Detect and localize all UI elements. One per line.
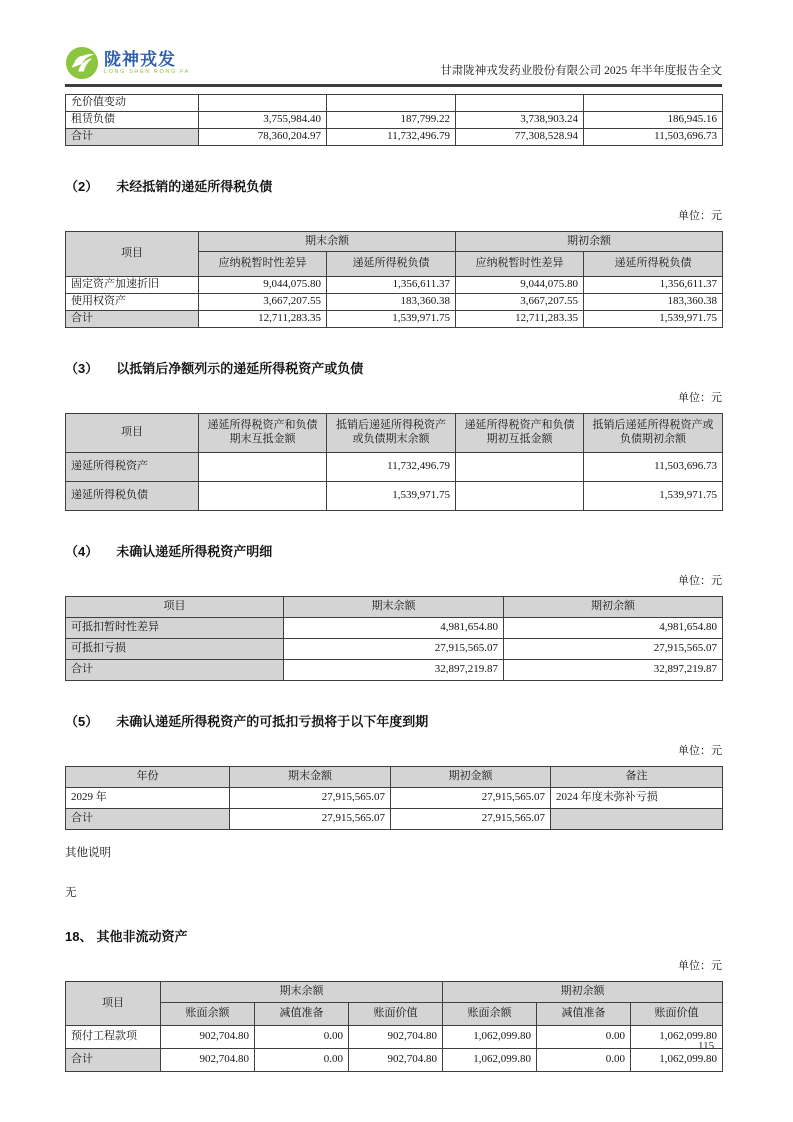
column-header: 项目 — [66, 232, 199, 277]
table-row — [66, 639, 723, 660]
header-row — [66, 414, 723, 453]
cell — [551, 809, 723, 830]
section-heading-18 — [65, 926, 722, 945]
column-header: 项目 — [66, 414, 199, 453]
deferred-tax-liabilities-table — [65, 231, 723, 328]
section-title: 未确认递延所得税资产的可抵扣亏损将于以下年度到期 — [116, 714, 429, 729]
column-header: 账面余额 — [443, 1003, 537, 1026]
cell: 1,539,971.75 — [327, 482, 456, 511]
brand-name-en: LONG SHEN RONG FA — [104, 68, 190, 75]
unit-label: 单位：元 — [678, 210, 722, 222]
section-number: （3） — [65, 361, 99, 376]
other-notes-content: 无 — [65, 887, 77, 899]
table-row — [66, 788, 723, 809]
company-logo — [65, 46, 190, 80]
cell: 902,704.80 — [161, 1049, 255, 1072]
row-label: 合计 — [66, 129, 199, 146]
row-label: 合计 — [66, 660, 284, 681]
table-row — [66, 294, 723, 311]
cell: 183,360.38 — [584, 294, 723, 311]
cell: 9,044,075.80 — [456, 277, 584, 294]
cell: 11,503,696.73 — [584, 129, 723, 146]
column-header: 应纳税暂时性差异 — [456, 252, 584, 277]
cell: 78,360,204.97 — [199, 129, 327, 146]
cell: 3,667,207.55 — [199, 294, 327, 311]
column-header: 期末金额 — [230, 767, 391, 788]
unit-label: 单位：元 — [678, 960, 722, 972]
cell — [327, 95, 456, 112]
section-heading-4 — [65, 541, 722, 560]
cell: 27,915,565.07 — [504, 639, 723, 660]
section-title: 未经抵销的递延所得税负债 — [116, 179, 273, 194]
cell — [456, 482, 584, 511]
section-heading-2 — [65, 176, 722, 195]
column-header: 项目 — [66, 982, 161, 1026]
table-row-total — [66, 1049, 723, 1072]
cell: 9,044,075.80 — [199, 277, 327, 294]
cell: 27,915,565.07 — [230, 809, 391, 830]
unrecognized-dta-table — [65, 596, 723, 681]
unit-label: 单位：元 — [678, 745, 722, 757]
column-header: 应纳税暂时性差异 — [199, 252, 327, 277]
fair-value-continuation-table — [65, 94, 723, 146]
table-row — [66, 112, 723, 129]
row-label: 固定资产加速折旧 — [66, 277, 199, 294]
brand-text — [104, 51, 190, 76]
table-row — [66, 618, 723, 639]
row-label: 允价值变动 — [66, 95, 199, 112]
column-header: 期初余额 — [456, 232, 723, 252]
row-label: 可抵扣亏损 — [66, 639, 284, 660]
cell: 27,915,565.07 — [284, 639, 504, 660]
header-rule — [65, 84, 722, 87]
cell: 2024 年度未弥补亏损 — [551, 788, 723, 809]
table-row-total — [66, 129, 723, 146]
column-header: 递延所得税资产和负债期末互抵金额 — [199, 414, 327, 453]
column-header: 减值准备 — [255, 1003, 349, 1026]
cell: 1,356,611.37 — [584, 277, 723, 294]
cell: 0.00 — [537, 1049, 631, 1072]
row-label: 合计 — [66, 311, 199, 328]
column-header: 递延所得税负债 — [327, 252, 456, 277]
header-row — [66, 1003, 723, 1026]
section-heading-5 — [65, 711, 722, 730]
header-row — [66, 982, 723, 1003]
column-header: 期初金额 — [391, 767, 551, 788]
column-header: 账面价值 — [631, 1003, 723, 1026]
header-row — [66, 232, 723, 252]
brand-name-cn: 陇神戎发 — [104, 49, 176, 69]
section-title: 以抵销后净额列示的递延所得税资产或负债 — [116, 361, 364, 376]
column-header: 期初余额 — [504, 597, 723, 618]
column-header: 期末余额 — [161, 982, 443, 1003]
column-header: 账面价值 — [349, 1003, 443, 1026]
table-row — [66, 95, 723, 112]
table-row — [66, 1026, 723, 1049]
cell: 3,667,207.55 — [456, 294, 584, 311]
other-noncurrent-assets-table — [65, 981, 723, 1072]
row-label: 2029 年 — [66, 788, 230, 809]
column-header: 期末余额 — [199, 232, 456, 252]
cell: 0.00 — [537, 1026, 631, 1049]
cell: 4,981,654.80 — [284, 618, 504, 639]
table-row-total — [66, 311, 723, 328]
cell: 902,704.80 — [349, 1049, 443, 1072]
cell: 11,503,696.73 — [584, 453, 723, 482]
column-header: 减值准备 — [537, 1003, 631, 1026]
cell: 1,062,099.80 — [443, 1026, 537, 1049]
table-row-total — [66, 660, 723, 681]
cell: 3,755,984.40 — [199, 112, 327, 129]
cell: 32,897,219.87 — [284, 660, 504, 681]
column-header: 年份 — [66, 767, 230, 788]
table-row — [66, 277, 723, 294]
row-label: 递延所得税负债 — [66, 482, 199, 511]
cell: 12,711,283.35 — [456, 311, 584, 328]
column-header: 期末余额 — [284, 597, 504, 618]
section-title: 其他非流动资产 — [96, 929, 188, 944]
cell: 1,062,099.80 — [631, 1026, 723, 1049]
cell: 186,945.16 — [584, 112, 723, 129]
row-label: 使用权资产 — [66, 294, 199, 311]
page-header — [65, 46, 722, 80]
document-title: 甘肃陇神戎发药业股份有限公司 2025 年半年度报告全文 — [440, 65, 722, 77]
cell: 11,732,496.79 — [327, 129, 456, 146]
row-label: 预付工程款项 — [66, 1026, 161, 1049]
cell: 1,539,971.75 — [327, 311, 456, 328]
row-label: 租赁负债 — [66, 112, 199, 129]
cell: 183,360.38 — [327, 294, 456, 311]
cell: 1,356,611.37 — [327, 277, 456, 294]
column-header: 抵销后递延所得税资产或负债期初余额 — [584, 414, 723, 453]
cell: 27,915,565.07 — [391, 788, 551, 809]
cell: 3,738,903.24 — [456, 112, 584, 129]
column-header: 项目 — [66, 597, 284, 618]
other-notes-label: 其他说明 — [65, 847, 111, 859]
cell: 32,897,219.87 — [504, 660, 723, 681]
deductible-losses-expiry-table — [65, 766, 723, 830]
cell: 187,799.22 — [327, 112, 456, 129]
logo-bird-icon — [65, 46, 99, 80]
cell — [199, 482, 327, 511]
cell: 902,704.80 — [161, 1026, 255, 1049]
section-number: （4） — [65, 544, 99, 559]
column-header: 账面余额 — [161, 1003, 255, 1026]
cell — [199, 95, 327, 112]
table-row-total — [66, 809, 723, 830]
page-number: 115 — [698, 1040, 715, 1052]
cell: 902,704.80 — [349, 1026, 443, 1049]
netted-deferred-tax-table — [65, 413, 723, 511]
cell: 12,711,283.35 — [199, 311, 327, 328]
cell: 27,915,565.07 — [230, 788, 391, 809]
section-title: 未确认递延所得税资产明细 — [116, 544, 273, 559]
cell: 77,308,528.94 — [456, 129, 584, 146]
table-row — [66, 453, 723, 482]
cell: 0.00 — [255, 1049, 349, 1072]
cell: 1,539,971.75 — [584, 311, 723, 328]
header-row — [66, 767, 723, 788]
cell — [584, 95, 723, 112]
column-header: 备注 — [551, 767, 723, 788]
row-label: 合计 — [66, 809, 230, 830]
section-number: （5） — [65, 714, 99, 729]
cell: 1,539,971.75 — [584, 482, 723, 511]
row-label: 合计 — [66, 1049, 161, 1072]
cell — [456, 95, 584, 112]
section-number: （2） — [65, 179, 99, 194]
cell: 1,062,099.80 — [631, 1049, 723, 1072]
cell — [199, 453, 327, 482]
unit-label: 单位：元 — [678, 392, 722, 404]
cell: 27,915,565.07 — [391, 809, 551, 830]
column-header: 递延所得税资产和负债期初互抵金额 — [456, 414, 584, 453]
header-row — [66, 597, 723, 618]
column-header: 递延所得税负债 — [584, 252, 723, 277]
cell: 1,062,099.80 — [443, 1049, 537, 1072]
row-label: 递延所得税资产 — [66, 453, 199, 482]
cell: 4,981,654.80 — [504, 618, 723, 639]
column-header: 期初余额 — [443, 982, 723, 1003]
section-heading-3 — [65, 358, 722, 377]
unit-label: 单位：元 — [678, 575, 722, 587]
table-row — [66, 482, 723, 511]
cell: 0.00 — [255, 1026, 349, 1049]
cell: 11,732,496.79 — [327, 453, 456, 482]
column-header: 抵销后递延所得税资产或负债期末余额 — [327, 414, 456, 453]
row-label: 可抵扣暂时性差异 — [66, 618, 284, 639]
cell — [456, 453, 584, 482]
section-number: 18、 — [65, 929, 93, 944]
